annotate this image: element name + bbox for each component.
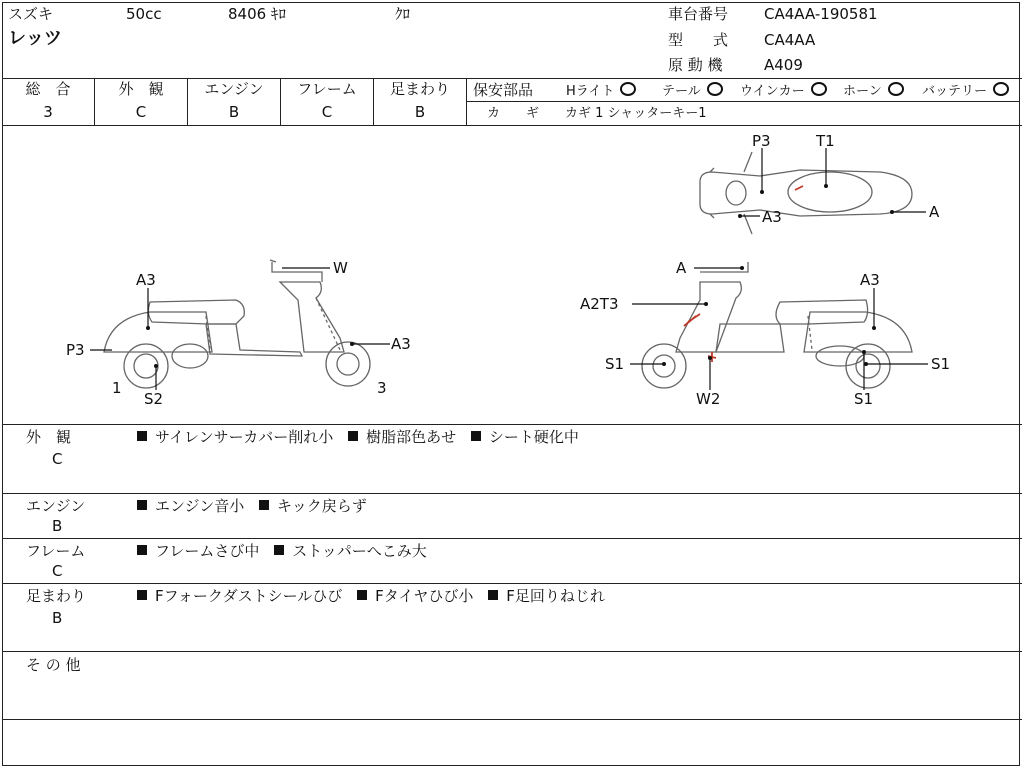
rating-value-frame: C — [321, 103, 333, 121]
engine-value: A409 — [764, 56, 803, 74]
label-p3: P3 — [752, 132, 771, 150]
type-label: 型 式 — [668, 31, 729, 49]
safety-item-tail: テール — [662, 82, 723, 101]
label-t1: T1 — [816, 132, 835, 150]
bullet-icon — [137, 500, 147, 510]
label-s1: S1 — [605, 355, 625, 373]
label-a3: A3 — [391, 335, 411, 353]
remark-grade-frame: C — [52, 562, 63, 580]
remark-grade-exterior: C — [52, 450, 63, 468]
label-a2t3: A2T3 — [580, 295, 619, 313]
label-s1: S1 — [854, 390, 874, 408]
safety-title: 保安部品 — [473, 81, 534, 99]
remark-items-frame: フレームさび中 ストッパーへこみ大 — [137, 542, 437, 560]
remark-grade-engine: B — [52, 517, 63, 535]
rating-label-exterior: 外 観 — [118, 80, 164, 98]
bullet-icon — [357, 590, 367, 600]
remark-category-frame: フレーム — [26, 542, 86, 560]
label-a3: A3 — [860, 271, 880, 289]
bullet-icon — [137, 590, 147, 600]
remark-category-engine: エンジン — [26, 497, 86, 515]
label-a3: A3 — [762, 208, 782, 226]
safety-item-headlight: Hライト — [566, 82, 636, 101]
rating-value-exterior: C — [135, 103, 147, 121]
label-p3: P3 — [66, 341, 85, 359]
scooter-top-view — [700, 152, 912, 234]
label-a: A — [929, 203, 940, 221]
model-name: レッツ — [8, 28, 62, 49]
safety-item-horn: ホーン — [843, 82, 904, 101]
key-label: カ ギ — [487, 106, 540, 121]
color: ｸﾛ — [395, 5, 411, 23]
engine-label: 原 動 機 — [668, 56, 723, 74]
maker: スズキ — [8, 5, 54, 23]
remark-category-suspension: 足まわり — [26, 587, 87, 605]
remark-items-exterior: サイレンサーカバー削れ小 樹脂部色あせ シート硬化中 — [137, 428, 589, 446]
bullet-icon — [488, 590, 498, 600]
remark-grade-suspension: B — [52, 609, 63, 627]
label-a: A — [676, 259, 687, 277]
label-s1: S1 — [931, 355, 951, 373]
label-w2: W2 — [696, 390, 721, 408]
bullet-icon — [137, 431, 147, 441]
remark-category-exterior: 外 観 — [26, 428, 72, 446]
label-s2: S2 — [144, 390, 164, 408]
type-value: CA4AA — [764, 31, 816, 49]
safety-item-battery: バッテリー — [922, 82, 1009, 101]
rating-label-frame: フレーム — [297, 80, 357, 98]
remark-items-engine: エンジン音小 キック戻らず — [137, 497, 377, 515]
key-value: カギ 1 シャッターキー1 — [565, 106, 707, 121]
frame-no: CA4AA-190581 — [764, 5, 878, 23]
displacement: 50cc — [126, 5, 162, 23]
mileage: 8406 ｷﾛ — [228, 5, 286, 23]
bullet-icon — [137, 545, 147, 555]
rating-label-overall: 総 合 — [25, 80, 71, 98]
other-label: そ の 他 — [26, 656, 81, 674]
damage-marks — [684, 186, 803, 362]
rating-label-suspension: 足まわり — [389, 80, 450, 98]
rating-value-suspension: B — [414, 103, 426, 121]
label-3: 3 — [377, 379, 387, 397]
label-1: 1 — [112, 379, 122, 397]
bullet-icon — [259, 500, 269, 510]
rating-label-engine: エンジン — [204, 80, 264, 98]
label-w: W — [333, 259, 348, 277]
bullet-icon — [471, 431, 481, 441]
safety-item-winker: ウインカー — [740, 82, 827, 101]
bullet-icon — [348, 431, 358, 441]
rating-value-overall: 3 — [43, 103, 53, 121]
label-a3: A3 — [136, 271, 156, 289]
frame-no-label: 車台番号 — [668, 5, 729, 23]
rating-value-engine: B — [228, 103, 240, 121]
bullet-icon — [274, 545, 284, 555]
remark-items-suspension: Fフォークダストシールひび Fタイヤひび小 F足回りねじれ — [137, 587, 615, 605]
